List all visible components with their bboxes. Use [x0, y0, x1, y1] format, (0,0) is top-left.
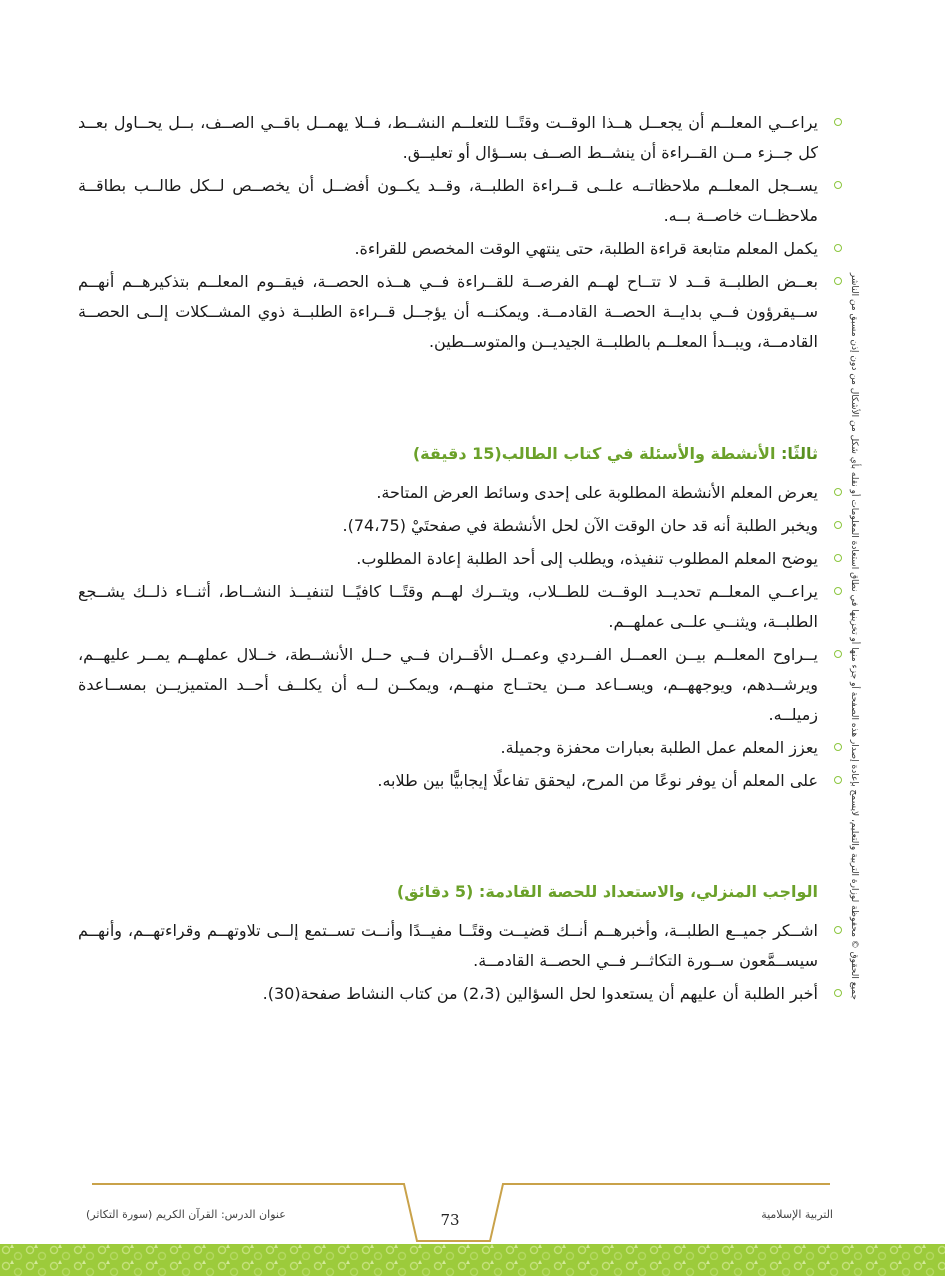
activities-bullet-list: [78, 478, 818, 796]
list-item-text: يــراوح المعلــم بيــن العمــل الفــردي وعمــل الأقــران فــي حــل الأنشــطة، خــلال عملهــم يمــر عليهــم، ويرشــدهم، ويوجههــم، ويســاعد مــن يحتــاج منهــم، ويمكــن لــه أن يكلــف أحــد المتميزيــن بمســاعدة زميلــه.: [78, 645, 818, 724]
list-item: [78, 478, 818, 508]
subject-name: التربية الإسلامية: [761, 1208, 833, 1221]
list-item-text: أخبر الطلبة أن عليهم أن يستعدوا لحل السؤالين (2،3) من كتاب النشاط صفحة(30).: [262, 984, 818, 1003]
bullet-icon: [834, 277, 842, 285]
list-item: [78, 733, 818, 763]
list-item-text: اشــكر جميــع الطلبــة، وأخبرهــم أنــك قضيــت وقتًــا مفيــدًا وأنــت تســتمع إلــى تلاوتهــم وقراءتهــم، وأنهــم سيســمَّعون ســورة التكاثــر فــي الحصــة القادمــة.: [78, 921, 818, 970]
list-item-text: يراعــي المعلــم أن يجعــل هــذا الوقــت وقتًــا للتعلــم النشــط، فــلا يهمــل باقــي الصــف، بــل يحــاول بعــد كل جــزء مــن القــراءة أن ينشــط الصــف بســؤال أو تعليــق.: [78, 113, 818, 162]
list-item-text: يعرض المعلم الأنشطة المطلوبة على إحدى وسائط العرض المتاحة.: [376, 483, 818, 502]
lesson-title: عنوان الدرس: القرآن الكريم (سورة التكاثر): [86, 1208, 286, 1221]
bullet-icon: [834, 554, 842, 562]
bullet-icon: [834, 743, 842, 751]
list-item-text: يراعــي المعلــم تحديــد الوقــت للطــلاب، ويتــرك لهــم وقتًــا كافيًــا لتنفيــذ النشــاط، أثنــاء ذلــك يشــجع الطلبــة، ويثنــي علــى عملهــم.: [78, 582, 818, 631]
bullet-icon: [834, 587, 842, 595]
list-item: [78, 171, 818, 231]
activities-section-heading: [78, 440, 818, 476]
homework-bullet-list: [78, 916, 818, 1009]
activities-heading: [78, 440, 818, 468]
list-item: [78, 267, 818, 357]
list-item: [78, 108, 818, 168]
section-activities: [78, 478, 818, 799]
heading-prefix: ثالثًا:: [781, 444, 818, 463]
heading-text: الأنشطة والأسئلة في كتاب الطالب(15 دقيقة): [412, 444, 776, 463]
bullet-icon: [834, 926, 842, 934]
pattern-icon: [0, 1244, 945, 1276]
list-item: [78, 640, 818, 730]
bullet-icon: [834, 118, 842, 126]
list-item: [78, 234, 818, 264]
decorative-pattern-band: [0, 1244, 945, 1276]
bullet-icon: [834, 181, 842, 189]
bullet-icon: [834, 488, 842, 496]
list-item-text: على المعلم أن يوفر نوعًا من المرح، ليحقق تفاعلًا إيجابيًّا بين طلابه.: [377, 771, 818, 790]
bullet-icon: [834, 650, 842, 658]
bullet-icon: [834, 989, 842, 997]
list-item: [78, 766, 818, 796]
list-item: [78, 577, 818, 637]
list-item: [78, 979, 818, 1009]
list-item: [78, 511, 818, 541]
list-item-text: ويخبر الطلبة أنه قد حان الوقت الآن لحل الأنشطة في صفحتَيْ (74،75).: [342, 516, 818, 535]
homework-heading: الواجب المنزلي، والاستعداد للحصة القادمة: (5 دقائق): [396, 882, 818, 901]
bullet-icon: [834, 776, 842, 784]
bullet-icon: [834, 244, 842, 252]
list-item: [78, 916, 818, 976]
intro-bullet-list: [78, 108, 818, 357]
list-item-text: بعــض الطلبــة قــد لا تتــاح لهــم الفرصــة للقــراءة فــي هــذه الحصــة، فيقــوم المعلــم بتذكيرهــم أنهــم ســيقرؤون فــي بدايــة الحصــة القادمــة. ويمكنــه أن يؤجــل قــراءة الطلبــة ذوي المشــكلات إلــى الحصــة القادمــة، ويبــدأ المعلــم بالطلبــة الجيديــن والمتوســطين.: [78, 272, 818, 351]
bullet-icon: [834, 521, 842, 529]
list-item-text: يعزز المعلم عمل الطلبة بعبارات محفزة وجميلة.: [500, 738, 818, 757]
page-number: 73: [440, 1211, 460, 1229]
copyright-side-note: جميع الحقوق © محفوظة لوزارة التربية والتعليم، لايسمح بإعادة إصدار هذه الصفحة أو جزء منها أو تخزينها في نطاق استعادة المعلومات أو نقله بأي شكل من الأشكال من دون إذن مسبق من الناشر: [849, 272, 859, 1000]
section-intro: [78, 108, 818, 360]
list-item: [78, 544, 818, 574]
section-homework: [78, 916, 818, 1012]
list-item-text: يســجل المعلــم ملاحظاتــه علــى قــراءة الطلبــة، وقــد يكــون أفضــل أن يخصــص لــكل طالــب بطاقــة ملاحظــات خاصــة بــه.: [78, 176, 818, 225]
list-item-text: يكمل المعلم متابعة قراءة الطلبة، حتى ينتهي الوقت المخصص للقراءة.: [354, 239, 818, 258]
list-item-text: يوضح المعلم المطلوب تنفيذه، ويطلب إلى أحد الطلبة إعادة المطلوب.: [356, 549, 818, 568]
homework-section-heading: [78, 878, 818, 914]
